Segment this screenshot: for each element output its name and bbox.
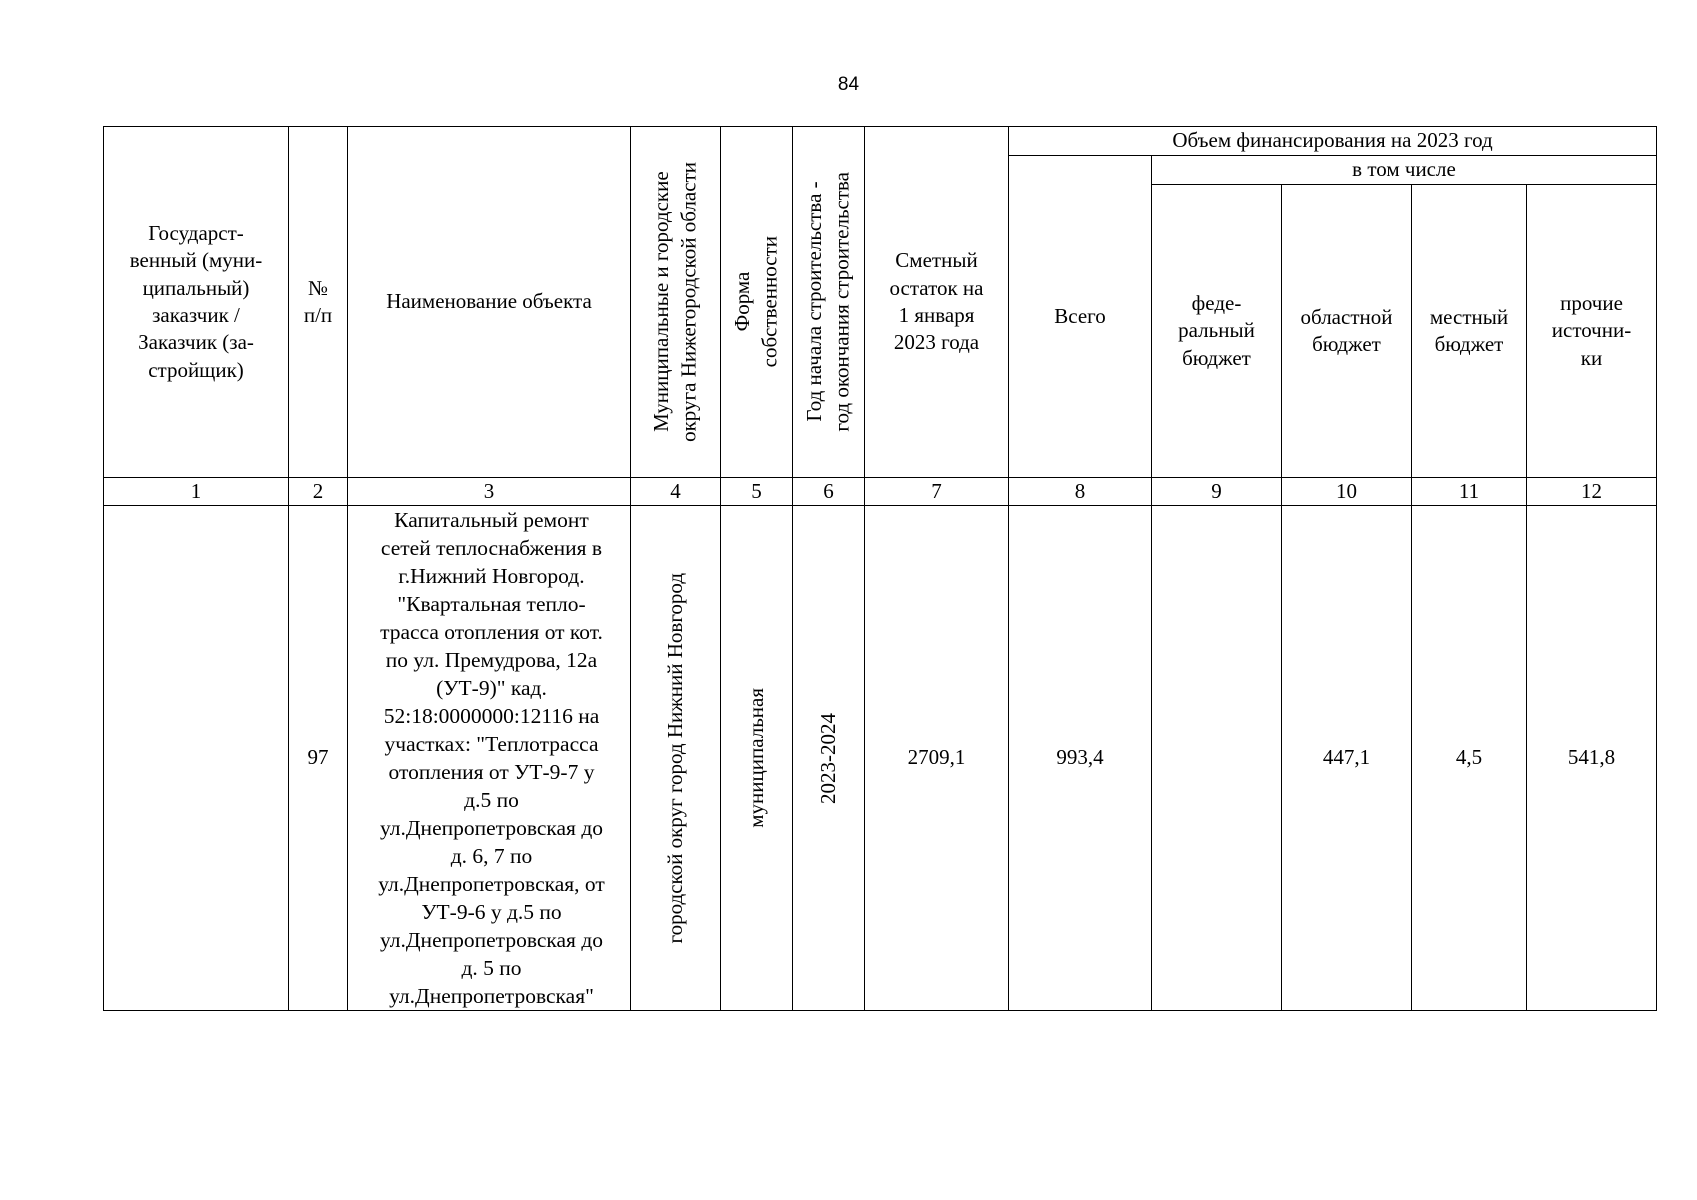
column-number: 11 (1412, 478, 1527, 506)
column-number: 3 (348, 478, 631, 506)
cell-object-name: Капитальный ремонт сетей теплоснабжения в г.Нижний Новгород. "Квартальная тепло- трасса отопления от кот. по ул. Премудрова, 12а (УТ-9)" кад. 52:18:0000000:12116 на участках: "Теплотрасса отопления от УТ-9-7 у д.5 по ул.Днепропетровская до д. 6, 7 по ул.Днепропетровская, от УТ-9-6 у д.5 по ул.Днепропетровская до д. 5 по ул.Днепропетровская" (348, 506, 631, 1011)
header-municipality (631, 127, 721, 478)
table-row (104, 506, 1657, 1011)
column-number: 7 (865, 478, 1009, 506)
header-number: № п/п (289, 127, 348, 478)
column-number: 4 (631, 478, 721, 506)
header-local-budget: местный бюджет (1412, 185, 1527, 478)
column-number: 12 (1527, 478, 1657, 506)
header-federal-budget: феде- ральный бюджет (1152, 185, 1282, 478)
header-ownership (721, 127, 793, 478)
column-number: 8 (1009, 478, 1152, 506)
header-financing-group: Объем финансирования на 2023 год (1009, 127, 1657, 156)
cell-ownership-text: муниципальная (743, 688, 768, 828)
header-years-text: Год начала строительства - год окончания строительства (802, 172, 854, 432)
cell-regional-budget: 447,1 (1282, 506, 1412, 1011)
column-number: 1 (104, 478, 289, 506)
header-municipality-text: Муниципальные и городские округа Нижегородской области (649, 162, 701, 442)
column-number: 5 (721, 478, 793, 506)
cell-number: 97 (289, 506, 348, 1011)
header-total: Всего (1009, 156, 1152, 478)
column-number: 2 (289, 478, 348, 506)
cell-estimated-balance: 2709,1 (865, 506, 1009, 1011)
cell-total: 993,4 (1009, 506, 1152, 1011)
cell-municipality (631, 506, 721, 1011)
column-number-row (104, 478, 1657, 506)
financing-table (103, 126, 1657, 1011)
cell-federal-budget (1152, 506, 1282, 1011)
cell-local-budget: 4,5 (1412, 506, 1527, 1011)
cell-ownership (721, 506, 793, 1011)
header-estimated-balance: Сметный остаток на 1 января 2023 года (865, 127, 1009, 478)
header-ownership-text: Форма собственности (730, 236, 782, 368)
cell-municipality-text: городской округ город Нижний Новгород (662, 572, 687, 944)
header-object-name: Наименование объекта (348, 127, 631, 478)
column-number: 9 (1152, 478, 1282, 506)
cell-years (793, 506, 865, 1011)
cell-other-sources: 541,8 (1527, 506, 1657, 1011)
page-number: 84 (837, 74, 860, 95)
header-including-group: в том числе (1152, 156, 1657, 185)
header-regional-budget: областной бюджет (1282, 185, 1412, 478)
cell-years-text: 2023-2024 (815, 712, 840, 804)
header-customer: Государст- венный (муни- ципальный) заказчик / Заказчик (за- стройщик) (104, 127, 289, 478)
header-other-sources: прочие источни- ки (1527, 185, 1657, 478)
header-years (793, 127, 865, 478)
column-number: 6 (793, 478, 865, 506)
cell-customer (104, 506, 289, 1011)
column-number: 10 (1282, 478, 1412, 506)
